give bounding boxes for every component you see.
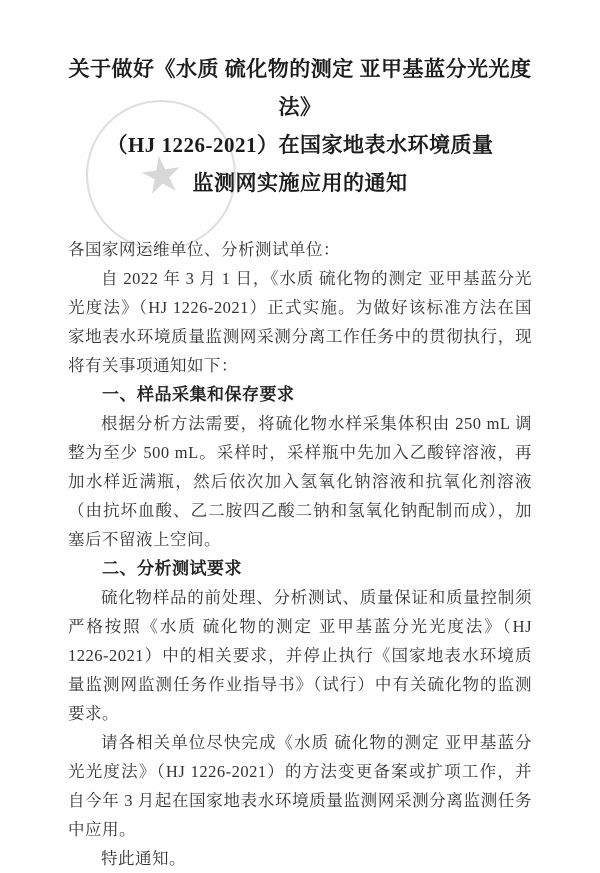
document-title (54, 50, 546, 207)
closing-note: 特此通知。 (101, 849, 186, 868)
section-2-body: 硫化物样品的前处理、分析测试、质量保证和质量控制须严格按照《水质 硫化物的测定 亚甲基蓝分光光度法》（HJ 1226-2021）中的相关要求，并停止执行《国家地表水环境质量监测网监测任务作业指导书》（试行）中有关硫化物的监测要求。 (68, 588, 532, 723)
title-line-2: （HJ 1226-2021）在国家地表水环境质量 (106, 133, 494, 157)
title-line-3: 监测网实施应用的通知 (192, 171, 408, 195)
intro-paragraph: 自 2022 年 3 月 1 日，《水质 硫化物的测定 亚甲基蓝分光光度法》（HJ 1226-2021）正式实施。为做好该标准方法在国家地表水环境质量监测网采测分离工作任务中的贯彻执行，现将有关事项通知如下： (68, 269, 532, 375)
title-line-1: 关于做好《水质 硫化物的测定 亚甲基蓝分光光度法》 (68, 57, 532, 119)
section-1-heading: 一、样品采集和保存要求 (102, 385, 295, 404)
salutation: 各国家网运维单位、分析测试单位： (68, 240, 340, 259)
star-icon: ★ (134, 143, 188, 207)
section-1-body: 根据分析方法需要，将硫化物水样采集体积由 250 mL 调整为至少 500 mL。采样时，采样瓶中先加入乙酸锌溶液，再加水样近满瓶，然后依次加入氢氧化钠溶液和抗氧化剂溶液（由抗坏血酸、乙二胺四乙酸二钠和氢氧化钠配制而成），加塞后不留液上空间。 (68, 414, 532, 549)
closing-paragraph: 请各相关单位尽快完成《水质 硫化物的测定 亚甲基蓝分光光度法》（HJ 1226-2021）的方法变更备案或扩项工作，并自今年 3 月起在国家地表水环境质量监测网采测分离监测任务中应用。 (68, 733, 532, 839)
section-2-heading: 二、分析测试要求 (102, 559, 242, 578)
document-body (68, 235, 532, 873)
